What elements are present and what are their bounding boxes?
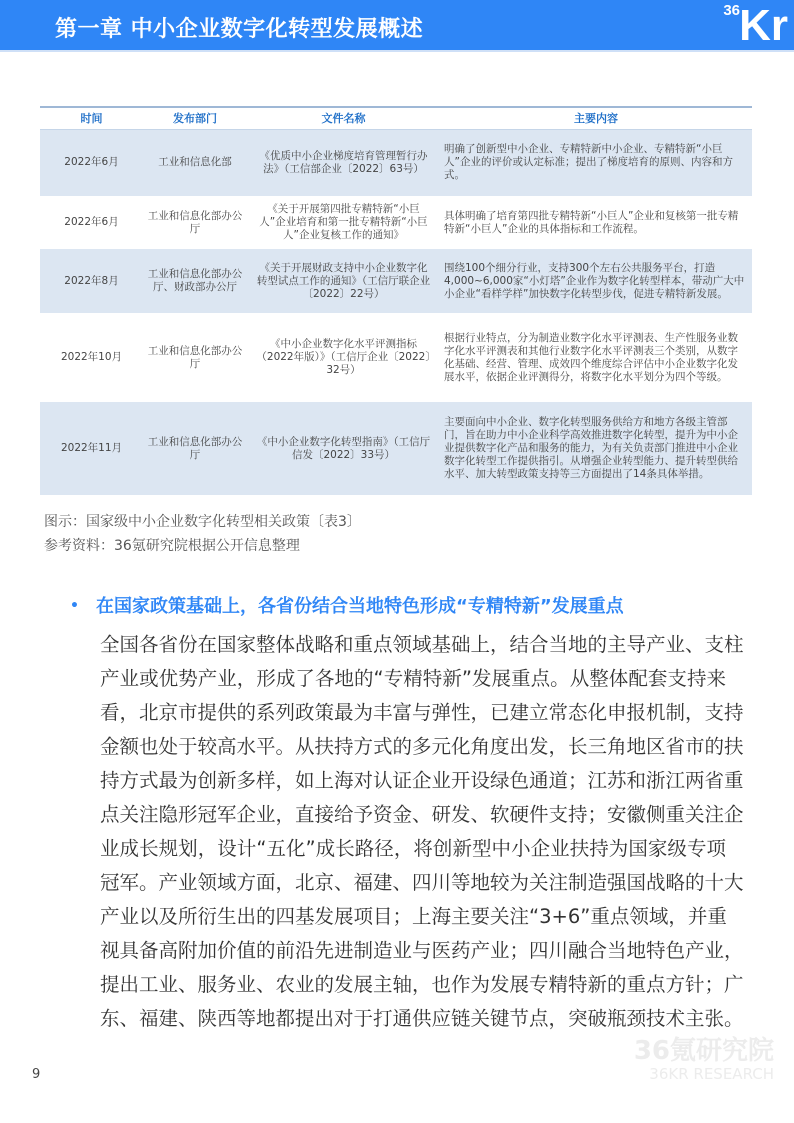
cell-time: 2022年6月 (40, 129, 143, 197)
body-line: 产业或优势产业，形成了各地的“专精特新”发展重点。从整体配套支持来 (100, 667, 726, 690)
header-content: 主要内容 (440, 107, 752, 129)
body-line: 业成长规划，设计“五化”成长路径，将创新型中小企业扶持为国家级专项 (100, 837, 726, 860)
table-row (40, 197, 752, 248)
chapter-title: 第一章 中小企业数字化转型发展概述 (55, 17, 424, 42)
body-line: 看，北京市提供的系列政策最为丰富与弹性，已建立常态化申报机制，支持 (100, 701, 744, 724)
header-document: 文件名称 (247, 107, 440, 129)
page-number: 9 (32, 1067, 41, 1082)
cell-document: 《关于开展财政支持中小企业数字化转型试点工作的通知》（工信厅联企业〔2022〕22号） (247, 248, 440, 314)
body-line: 持方式最为创新多样，如上海对认证企业开设绿色通道；江苏和浙江两省重 (100, 769, 744, 792)
cell-content: 具体明确了培育第四批专精特新“小巨人”企业和复核第一批专精特新“小巨人”企业的具体指标和工作流程。 (440, 197, 752, 248)
cell-department: 工业和信息化部办公厅 (143, 314, 247, 401)
cell-time: 2022年10月 (40, 314, 143, 401)
table-row (40, 314, 752, 401)
body-paragraph (100, 628, 744, 1036)
cell-time: 2022年8月 (40, 248, 143, 314)
body-line: 产业以及所衍生出的四基发展项目；上海主要关注“3+6”重点领域，并重 (100, 905, 727, 928)
cell-document: 《中小企业数字化水平评测指标（2022年版）》（工信厅企业〔2022〕32号） (247, 314, 440, 401)
body-line: 金额也处于较高水平。从扶持方式的多元化角度出发，长三角地区省市的扶 (100, 735, 744, 758)
header-time: 时间 (40, 107, 143, 129)
cell-department: 工业和信息化部办公厅、财政部办公厅 (143, 248, 247, 314)
body-line: 冠军。产业领域方面，北京、福建、四川等地较为关注制造强国战略的十大 (100, 871, 744, 894)
body-line: 全国各省份在国家整体战略和重点领域基础上，结合当地的主导产业、支柱 (100, 633, 744, 656)
cell-time: 2022年6月 (40, 197, 143, 248)
source-caption: 参考资料：36氪研究院根据公开信息整理 (44, 538, 300, 554)
figure-caption: 图示：国家级中小企业数字化转型相关政策〔表3〕 (44, 514, 361, 530)
cell-content: 明确了创新型中小企业、专精特新中小企业、专精特新“小巨人”企业的评价或认定标准；提出了梯度培育的原则、内容和方式。 (440, 129, 752, 197)
cell-document: 《优质中小企业梯度培育管理暂行办法》（工信部企业〔2022〕63号） (247, 129, 440, 197)
section-heading: • 在国家政策基础上，各省份结合当地特色形成“专精特新”发展重点 (70, 596, 624, 617)
cell-department: 工业和信息化部 (143, 129, 247, 197)
body-line: 视具备高附加价值的前沿先进制造业与医药产业；四川融合当地特色产业， (100, 939, 744, 962)
bullet-icon: • (70, 598, 79, 614)
chapter-header: 第一章 中小企业数字化转型发展概述 36 Kr (0, 0, 794, 52)
body-line: 点关注隐形冠军企业，直接给予资金、研发、软硬件支持；安徽侧重关注企 (100, 803, 744, 826)
body-line: 东、福建、陕西等地都提出对于打通供应链关键节点，突破瓶颈技术主张。 (100, 1007, 744, 1030)
cell-content: 根据行业特点，分为制造业数字化水平评测表、生产性服务业数字化水平评测表和其他行业数字化水平评测表三个类别，从数字化基础、经营、管理、成效四个维度综合评估中小企业数字化发展水平，依据企业评测得分，将数字化水平划分为四个等级。 (440, 314, 752, 401)
header-department: 发布部门 (143, 107, 247, 129)
watermark-logo: 36氪研究院 36KR RESEARCH (633, 1036, 774, 1083)
cell-time: 2022年11月 (40, 401, 143, 496)
cell-department: 工业和信息化部办公厅 (143, 197, 247, 248)
table-row (40, 248, 752, 314)
cell-content: 围绕100个细分行业，支持300个左右公共服务平台，打造4,000~6,000家“小灯塔”企业作为数字化转型样本，带动广大中小企业“看样学样”加快数字化转型步伐，促进专精特新发展。 (440, 248, 752, 314)
cell-department: 工业和信息化部办公厅 (143, 401, 247, 496)
table-row (40, 129, 752, 197)
table-row (40, 401, 752, 496)
body-line: 提出工业、服务业、农业的发展主轴，也作为发展专精特新的重点方针；广 (100, 973, 744, 996)
cell-content: 主要面向中小企业、数字化转型服务供给方和地方各级主管部门，旨在助力中小企业科学高效推进数字化转型，提升为中小企业提供数字化产品和服务的能力，为有关负责部门推进中小企业数字化转型工作提供指引。从增强企业转型能力、提升转型供给水平、加大转型政策支持等三方面提出了14条具体举措。 (440, 401, 752, 496)
cell-document: 《中小企业数字化转型指南》（工信厅信发〔2022〕33号） (247, 401, 440, 496)
cell-document: 《关于开展第四批专精特新“小巨人”企业培育和第一批专精特新“小巨人”企业复核工作的通知》 (247, 197, 440, 248)
policy-table (40, 106, 752, 497)
